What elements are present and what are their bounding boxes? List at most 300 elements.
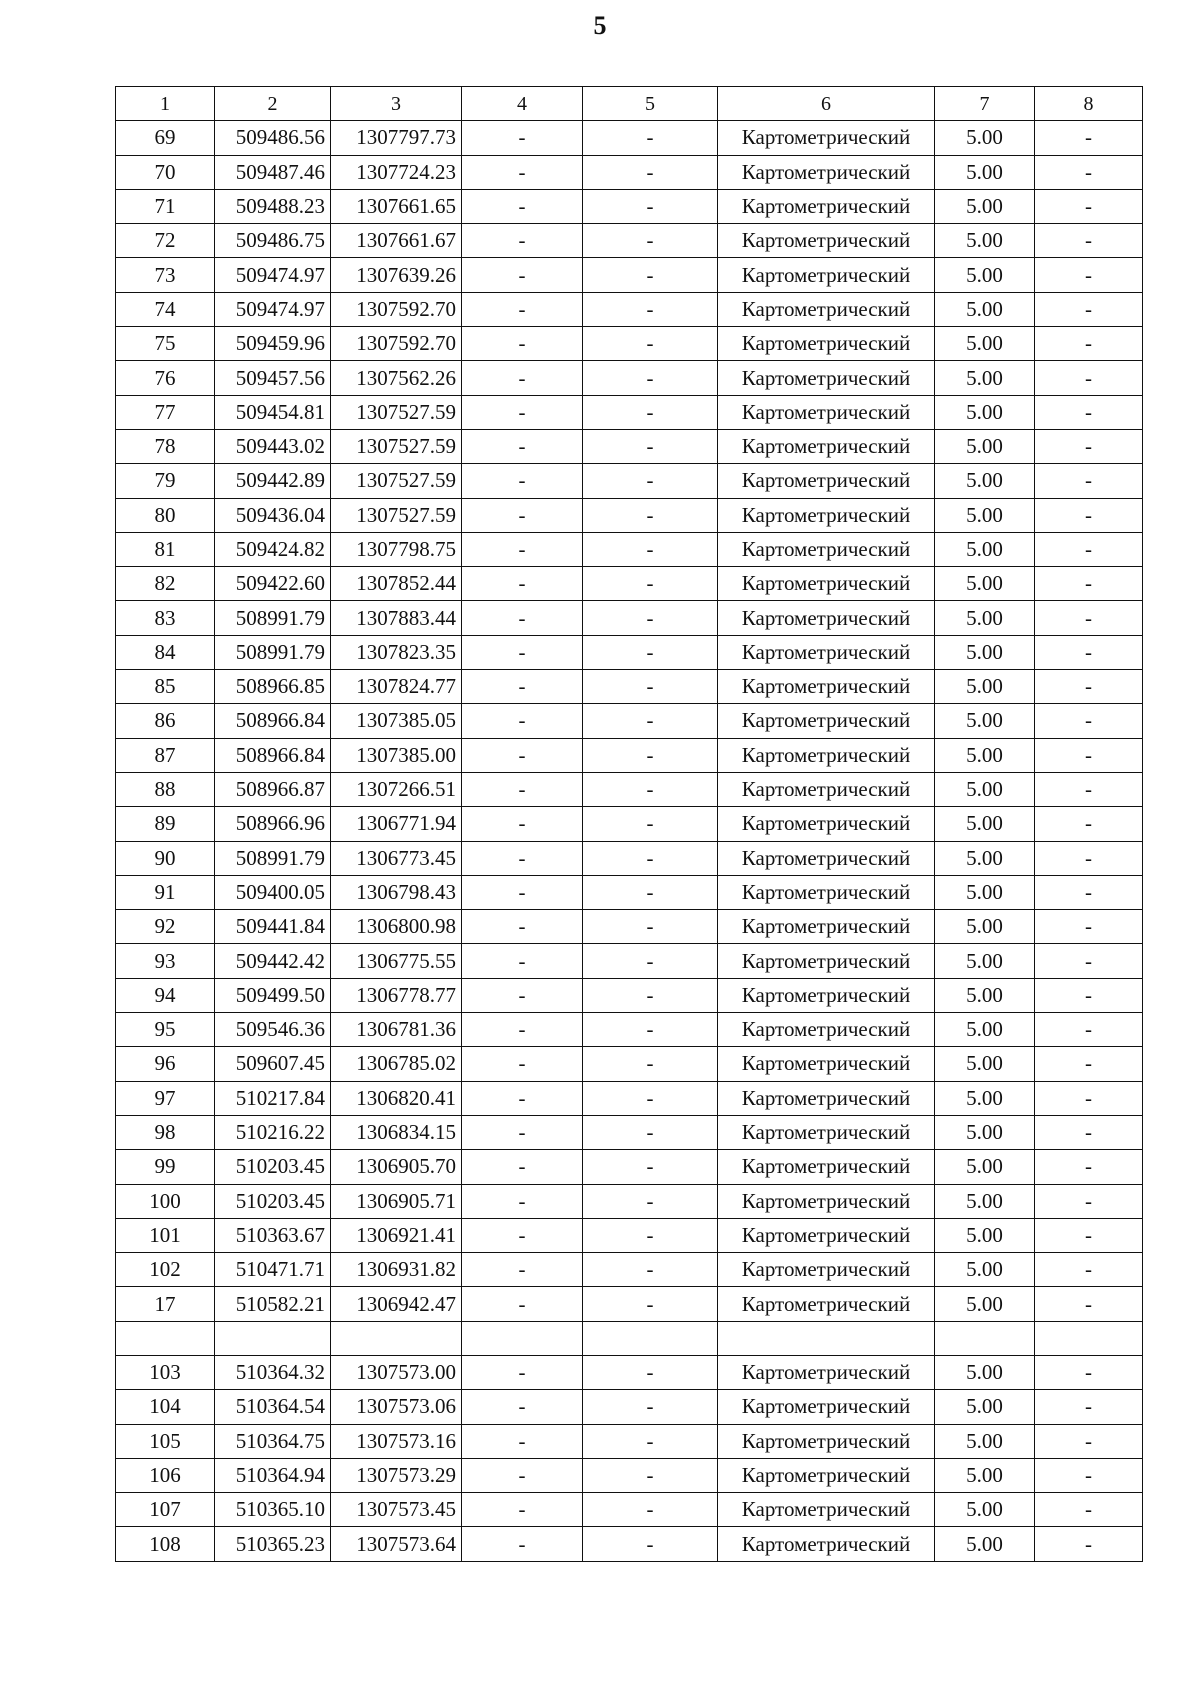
precision-cell: 5.00 xyxy=(935,189,1035,223)
precision-cell: 5.00 xyxy=(935,567,1035,601)
col4-value-cell: - xyxy=(462,224,583,258)
col8-value-cell: - xyxy=(1035,1458,1143,1492)
col8-value-cell: - xyxy=(1035,567,1143,601)
method-cell: Картометрический xyxy=(718,1081,935,1115)
coord-y-cell: 1306905.70 xyxy=(331,1150,462,1184)
col5-value-cell: - xyxy=(583,601,718,635)
table-header-row xyxy=(116,87,1143,121)
point-number-cell: 79 xyxy=(116,464,215,498)
table-row xyxy=(116,635,1143,669)
col5-value-cell: - xyxy=(583,567,718,601)
coord-y-cell: 1307527.59 xyxy=(331,395,462,429)
table-row xyxy=(116,292,1143,326)
col5-value-cell: - xyxy=(583,1287,718,1321)
col5-value-cell: - xyxy=(583,532,718,566)
point-number-cell: 87 xyxy=(116,738,215,772)
point-number-cell: 104 xyxy=(116,1390,215,1424)
table-row xyxy=(116,327,1143,361)
precision-cell: 5.00 xyxy=(935,121,1035,155)
table-row xyxy=(116,738,1143,772)
col4-value-cell: - xyxy=(462,1253,583,1287)
coord-y-cell: 1306771.94 xyxy=(331,807,462,841)
col4-value-cell xyxy=(462,1321,583,1355)
col4-value-cell: - xyxy=(462,1150,583,1184)
column-header: 8 xyxy=(1035,87,1143,121)
coord-x-cell: 508966.96 xyxy=(215,807,331,841)
col8-value-cell: - xyxy=(1035,978,1143,1012)
table-row xyxy=(116,841,1143,875)
table-row xyxy=(116,1493,1143,1527)
col8-value-cell: - xyxy=(1035,1493,1143,1527)
coord-y-cell: 1307385.00 xyxy=(331,738,462,772)
col5-value-cell: - xyxy=(583,224,718,258)
coord-y-cell: 1307823.35 xyxy=(331,635,462,669)
precision-cell: 5.00 xyxy=(935,155,1035,189)
col8-value-cell: - xyxy=(1035,1287,1143,1321)
col8-value-cell: - xyxy=(1035,704,1143,738)
col5-value-cell: - xyxy=(583,464,718,498)
coord-y-cell: 1306820.41 xyxy=(331,1081,462,1115)
table-row xyxy=(116,1355,1143,1389)
col8-value-cell: - xyxy=(1035,1184,1143,1218)
point-number-cell: 74 xyxy=(116,292,215,326)
table-row xyxy=(116,1527,1143,1561)
coord-y-cell: 1307798.75 xyxy=(331,532,462,566)
table-row xyxy=(116,155,1143,189)
method-cell: Картометрический xyxy=(718,875,935,909)
method-cell: Картометрический xyxy=(718,670,935,704)
point-number-cell: 70 xyxy=(116,155,215,189)
point-number-cell: 91 xyxy=(116,875,215,909)
coord-x-cell: 509422.60 xyxy=(215,567,331,601)
table-row xyxy=(116,1458,1143,1492)
column-header: 4 xyxy=(462,87,583,121)
coord-y-cell: 1307385.05 xyxy=(331,704,462,738)
coord-x-cell: 510364.32 xyxy=(215,1355,331,1389)
column-header: 3 xyxy=(331,87,462,121)
precision-cell: 5.00 xyxy=(935,978,1035,1012)
col5-value-cell: - xyxy=(583,1424,718,1458)
table-row xyxy=(116,121,1143,155)
method-cell: Картометрический xyxy=(718,532,935,566)
precision-cell: 5.00 xyxy=(935,1184,1035,1218)
col4-value-cell: - xyxy=(462,292,583,326)
coord-x-cell: 509441.84 xyxy=(215,910,331,944)
method-cell: Картометрический xyxy=(718,292,935,326)
table-row xyxy=(116,910,1143,944)
method-cell: Картометрический xyxy=(718,1115,935,1149)
precision-cell: 5.00 xyxy=(935,1150,1035,1184)
precision-cell: 5.00 xyxy=(935,944,1035,978)
method-cell: Картометрический xyxy=(718,1527,935,1561)
col5-value-cell: - xyxy=(583,1458,718,1492)
coord-x-cell: 510363.67 xyxy=(215,1218,331,1252)
col5-value-cell: - xyxy=(583,292,718,326)
point-number-cell: 101 xyxy=(116,1218,215,1252)
col5-value-cell: - xyxy=(583,498,718,532)
col8-value-cell: - xyxy=(1035,361,1143,395)
coord-x-cell: 508991.79 xyxy=(215,841,331,875)
coord-y-cell: 1306781.36 xyxy=(331,1013,462,1047)
point-number-cell: 97 xyxy=(116,1081,215,1115)
point-number-cell: 92 xyxy=(116,910,215,944)
point-number-cell: 78 xyxy=(116,429,215,463)
method-cell: Картометрический xyxy=(718,1424,935,1458)
table-row xyxy=(116,1287,1143,1321)
col4-value-cell: - xyxy=(462,464,583,498)
coord-x-cell: 509457.56 xyxy=(215,361,331,395)
method-cell: Картометрический xyxy=(718,1458,935,1492)
coord-x-cell: 508966.85 xyxy=(215,670,331,704)
col5-value-cell: - xyxy=(583,1253,718,1287)
col4-value-cell: - xyxy=(462,429,583,463)
col8-value-cell: - xyxy=(1035,635,1143,669)
col5-value-cell: - xyxy=(583,841,718,875)
coord-y-cell: 1306773.45 xyxy=(331,841,462,875)
table-row xyxy=(116,189,1143,223)
table-row xyxy=(116,1115,1143,1149)
table-row xyxy=(116,978,1143,1012)
col4-value-cell: - xyxy=(462,1081,583,1115)
point-number-cell: 88 xyxy=(116,772,215,806)
col4-value-cell: - xyxy=(462,910,583,944)
col8-value-cell: - xyxy=(1035,1355,1143,1389)
column-header: 5 xyxy=(583,87,718,121)
point-number-cell: 85 xyxy=(116,670,215,704)
col8-value-cell: - xyxy=(1035,1253,1143,1287)
point-number-cell xyxy=(116,1321,215,1355)
table-row xyxy=(116,1150,1143,1184)
col8-value-cell: - xyxy=(1035,258,1143,292)
col5-value-cell: - xyxy=(583,258,718,292)
col4-value-cell: - xyxy=(462,1287,583,1321)
col4-value-cell: - xyxy=(462,1047,583,1081)
table-row xyxy=(116,429,1143,463)
table-body xyxy=(116,87,1143,1562)
table-row xyxy=(116,395,1143,429)
column-header: 7 xyxy=(935,87,1035,121)
coord-x-cell: 508991.79 xyxy=(215,601,331,635)
precision-cell: 5.00 xyxy=(935,807,1035,841)
coord-y-cell: 1307573.64 xyxy=(331,1527,462,1561)
precision-cell: 5.00 xyxy=(935,1527,1035,1561)
point-number-cell: 84 xyxy=(116,635,215,669)
precision-cell: 5.00 xyxy=(935,429,1035,463)
table-row xyxy=(116,1321,1143,1355)
precision-cell: 5.00 xyxy=(935,1458,1035,1492)
coord-x-cell: 509607.45 xyxy=(215,1047,331,1081)
coord-x-cell: 509487.46 xyxy=(215,155,331,189)
table-row xyxy=(116,1390,1143,1424)
col5-value-cell: - xyxy=(583,429,718,463)
coord-y-cell: 1307724.23 xyxy=(331,155,462,189)
precision-cell: 5.00 xyxy=(935,1047,1035,1081)
coord-x-cell: 510365.23 xyxy=(215,1527,331,1561)
point-number-cell: 102 xyxy=(116,1253,215,1287)
point-number-cell: 69 xyxy=(116,121,215,155)
point-number-cell: 107 xyxy=(116,1493,215,1527)
table-row xyxy=(116,670,1143,704)
col8-value-cell: - xyxy=(1035,155,1143,189)
method-cell: Картометрический xyxy=(718,1150,935,1184)
point-number-cell: 81 xyxy=(116,532,215,566)
point-number-cell: 77 xyxy=(116,395,215,429)
coord-y-cell: 1307639.26 xyxy=(331,258,462,292)
col8-value-cell: - xyxy=(1035,532,1143,566)
coord-y-cell: 1307527.59 xyxy=(331,429,462,463)
method-cell: Картометрический xyxy=(718,910,935,944)
precision-cell: 5.00 xyxy=(935,1013,1035,1047)
col8-value-cell: - xyxy=(1035,1527,1143,1561)
table-row xyxy=(116,224,1143,258)
col5-value-cell: - xyxy=(583,121,718,155)
col4-value-cell: - xyxy=(462,635,583,669)
coordinates-table xyxy=(115,86,1143,1562)
coord-x-cell: 510203.45 xyxy=(215,1150,331,1184)
col4-value-cell: - xyxy=(462,1527,583,1561)
method-cell: Картометрический xyxy=(718,704,935,738)
precision-cell: 5.00 xyxy=(935,1355,1035,1389)
table-row xyxy=(116,704,1143,738)
point-number-cell: 86 xyxy=(116,704,215,738)
col8-value-cell: - xyxy=(1035,807,1143,841)
col8-value-cell: - xyxy=(1035,327,1143,361)
precision-cell: 5.00 xyxy=(935,841,1035,875)
col4-value-cell: - xyxy=(462,1355,583,1389)
col4-value-cell: - xyxy=(462,601,583,635)
coord-x-cell: 509486.56 xyxy=(215,121,331,155)
precision-cell: 5.00 xyxy=(935,464,1035,498)
method-cell: Картометрический xyxy=(718,772,935,806)
table-row xyxy=(116,464,1143,498)
table-row xyxy=(116,875,1143,909)
col4-value-cell: - xyxy=(462,944,583,978)
col4-value-cell: - xyxy=(462,498,583,532)
coord-x-cell: 510203.45 xyxy=(215,1184,331,1218)
col8-value-cell: - xyxy=(1035,121,1143,155)
coord-y-cell: 1307592.70 xyxy=(331,292,462,326)
point-number-cell: 108 xyxy=(116,1527,215,1561)
col8-value-cell xyxy=(1035,1321,1143,1355)
point-number-cell: 71 xyxy=(116,189,215,223)
precision-cell: 5.00 xyxy=(935,772,1035,806)
precision-cell: 5.00 xyxy=(935,704,1035,738)
point-number-cell: 76 xyxy=(116,361,215,395)
coord-x-cell: 509454.81 xyxy=(215,395,331,429)
col8-value-cell: - xyxy=(1035,670,1143,704)
coord-y-cell xyxy=(331,1321,462,1355)
col8-value-cell: - xyxy=(1035,224,1143,258)
col8-value-cell: - xyxy=(1035,910,1143,944)
coord-x-cell: 508966.84 xyxy=(215,738,331,772)
col8-value-cell: - xyxy=(1035,464,1143,498)
coord-x-cell: 509499.50 xyxy=(215,978,331,1012)
method-cell: Картометрический xyxy=(718,258,935,292)
point-number-cell: 72 xyxy=(116,224,215,258)
coord-x-cell: 509400.05 xyxy=(215,875,331,909)
coord-y-cell: 1306778.77 xyxy=(331,978,462,1012)
coord-y-cell: 1307824.77 xyxy=(331,670,462,704)
point-number-cell: 105 xyxy=(116,1424,215,1458)
method-cell: Картометрический xyxy=(718,807,935,841)
precision-cell: 5.00 xyxy=(935,258,1035,292)
method-cell: Картометрический xyxy=(718,1493,935,1527)
point-number-cell: 73 xyxy=(116,258,215,292)
point-number-cell: 94 xyxy=(116,978,215,1012)
col5-value-cell: - xyxy=(583,1081,718,1115)
precision-cell: 5.00 xyxy=(935,1253,1035,1287)
method-cell: Картометрический xyxy=(718,738,935,772)
column-header: 2 xyxy=(215,87,331,121)
coord-y-cell: 1307661.67 xyxy=(331,224,462,258)
page-number: 5 xyxy=(593,11,607,40)
coord-x-cell: 509474.97 xyxy=(215,292,331,326)
method-cell: Картометрический xyxy=(718,1355,935,1389)
col5-value-cell: - xyxy=(583,1013,718,1047)
point-number-cell: 93 xyxy=(116,944,215,978)
coord-y-cell: 1306931.82 xyxy=(331,1253,462,1287)
point-number-cell: 106 xyxy=(116,1458,215,1492)
precision-cell: 5.00 xyxy=(935,1081,1035,1115)
coord-y-cell: 1307592.70 xyxy=(331,327,462,361)
precision-cell: 5.00 xyxy=(935,395,1035,429)
col8-value-cell: - xyxy=(1035,292,1143,326)
table-row xyxy=(116,361,1143,395)
method-cell: Картометрический xyxy=(718,395,935,429)
col5-value-cell xyxy=(583,1321,718,1355)
table-row xyxy=(116,1424,1143,1458)
col5-value-cell: - xyxy=(583,395,718,429)
col4-value-cell: - xyxy=(462,258,583,292)
col8-value-cell: - xyxy=(1035,395,1143,429)
col5-value-cell: - xyxy=(583,361,718,395)
col4-value-cell: - xyxy=(462,567,583,601)
col4-value-cell: - xyxy=(462,327,583,361)
table-row xyxy=(116,1081,1143,1115)
precision-cell: 5.00 xyxy=(935,292,1035,326)
point-number-cell: 100 xyxy=(116,1184,215,1218)
col4-value-cell: - xyxy=(462,121,583,155)
method-cell: Картометрический xyxy=(718,978,935,1012)
coord-y-cell: 1307573.29 xyxy=(331,1458,462,1492)
col4-value-cell: - xyxy=(462,1390,583,1424)
point-number-cell: 83 xyxy=(116,601,215,635)
coord-x-cell: 509436.04 xyxy=(215,498,331,532)
coord-y-cell: 1306905.71 xyxy=(331,1184,462,1218)
coord-y-cell: 1307883.44 xyxy=(331,601,462,635)
col5-value-cell: - xyxy=(583,772,718,806)
coord-x-cell: 509546.36 xyxy=(215,1013,331,1047)
coord-y-cell: 1307573.16 xyxy=(331,1424,462,1458)
col5-value-cell: - xyxy=(583,807,718,841)
table-row xyxy=(116,807,1143,841)
col4-value-cell: - xyxy=(462,1493,583,1527)
col4-value-cell: - xyxy=(462,361,583,395)
table-row xyxy=(116,258,1143,292)
col5-value-cell: - xyxy=(583,635,718,669)
coord-x-cell: 509488.23 xyxy=(215,189,331,223)
coord-x-cell: 510582.21 xyxy=(215,1287,331,1321)
col4-value-cell: - xyxy=(462,155,583,189)
precision-cell: 5.00 xyxy=(935,327,1035,361)
col5-value-cell: - xyxy=(583,1047,718,1081)
coord-y-cell: 1306942.47 xyxy=(331,1287,462,1321)
coord-x-cell xyxy=(215,1321,331,1355)
col8-value-cell: - xyxy=(1035,498,1143,532)
precision-cell xyxy=(935,1321,1035,1355)
coord-x-cell: 510471.71 xyxy=(215,1253,331,1287)
col4-value-cell: - xyxy=(462,189,583,223)
col5-value-cell: - xyxy=(583,1390,718,1424)
method-cell: Картометрический xyxy=(718,635,935,669)
precision-cell: 5.00 xyxy=(935,1390,1035,1424)
method-cell: Картометрический xyxy=(718,1390,935,1424)
coord-y-cell: 1306798.43 xyxy=(331,875,462,909)
col5-value-cell: - xyxy=(583,1184,718,1218)
precision-cell: 5.00 xyxy=(935,1115,1035,1149)
col4-value-cell: - xyxy=(462,670,583,704)
point-number-cell: 75 xyxy=(116,327,215,361)
col4-value-cell: - xyxy=(462,841,583,875)
col8-value-cell: - xyxy=(1035,1390,1143,1424)
method-cell: Картометрический xyxy=(718,155,935,189)
method-cell: Картометрический xyxy=(718,498,935,532)
precision-cell: 5.00 xyxy=(935,910,1035,944)
coord-x-cell: 510365.10 xyxy=(215,1493,331,1527)
col4-value-cell: - xyxy=(462,1013,583,1047)
col4-value-cell: - xyxy=(462,807,583,841)
coord-x-cell: 509442.89 xyxy=(215,464,331,498)
point-number-cell: 82 xyxy=(116,567,215,601)
table-row xyxy=(116,532,1143,566)
coord-y-cell: 1306785.02 xyxy=(331,1047,462,1081)
coord-y-cell: 1306921.41 xyxy=(331,1218,462,1252)
col8-value-cell: - xyxy=(1035,601,1143,635)
col5-value-cell: - xyxy=(583,738,718,772)
col4-value-cell: - xyxy=(462,704,583,738)
table-row xyxy=(116,1013,1143,1047)
precision-cell: 5.00 xyxy=(935,224,1035,258)
coord-x-cell: 509486.75 xyxy=(215,224,331,258)
coord-x-cell: 510217.84 xyxy=(215,1081,331,1115)
col8-value-cell: - xyxy=(1035,1013,1143,1047)
precision-cell: 5.00 xyxy=(935,1493,1035,1527)
point-number-cell: 90 xyxy=(116,841,215,875)
table-row xyxy=(116,1047,1143,1081)
method-cell: Картометрический xyxy=(718,1184,935,1218)
col4-value-cell: - xyxy=(462,978,583,1012)
col8-value-cell: - xyxy=(1035,944,1143,978)
precision-cell: 5.00 xyxy=(935,738,1035,772)
coord-y-cell: 1307797.73 xyxy=(331,121,462,155)
col5-value-cell: - xyxy=(583,978,718,1012)
table-row xyxy=(116,1184,1143,1218)
precision-cell: 5.00 xyxy=(935,635,1035,669)
method-cell xyxy=(718,1321,935,1355)
coord-x-cell: 509474.97 xyxy=(215,258,331,292)
point-number-cell: 98 xyxy=(116,1115,215,1149)
col8-value-cell: - xyxy=(1035,738,1143,772)
col5-value-cell: - xyxy=(583,1150,718,1184)
coord-x-cell: 508966.84 xyxy=(215,704,331,738)
method-cell: Картометрический xyxy=(718,1253,935,1287)
col5-value-cell: - xyxy=(583,944,718,978)
table-row xyxy=(116,1218,1143,1252)
method-cell: Картометрический xyxy=(718,224,935,258)
point-number-cell: 17 xyxy=(116,1287,215,1321)
column-header: 1 xyxy=(116,87,215,121)
col8-value-cell: - xyxy=(1035,772,1143,806)
